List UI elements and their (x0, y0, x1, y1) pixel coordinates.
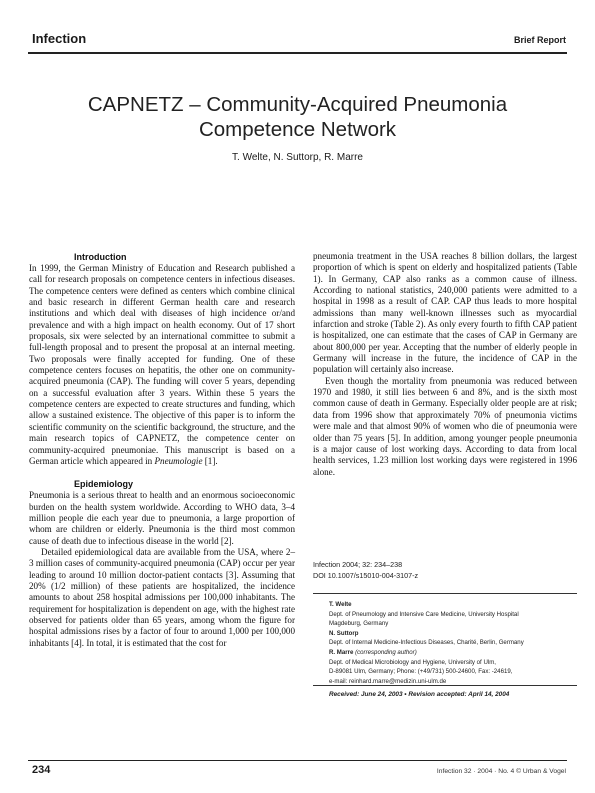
introduction-citation: [1]. (202, 455, 218, 466)
footer-rule (28, 760, 567, 761)
citation-block (313, 559, 418, 581)
journal-footer: Infection 32 · 2004 · No. 4 © Urban & Vogel (436, 768, 566, 775)
journal-reference: Pneumologie (154, 455, 203, 466)
affiliation-name: N. Suttorp (329, 629, 359, 637)
affiliation-name: T. Welte (329, 601, 352, 608)
affiliation-author-line (329, 648, 579, 658)
article-type-label: Brief Report (513, 35, 566, 45)
epidemiology-heading: Epidemiology (74, 479, 134, 490)
epidemiology-paragraph-3: pneumonia treatment in the USA reaches 8 billion dollars, the largest proportion of which is spent on elderly and hospitalized patients (Table 1). In Germany, CAP also ranks as a common cause of illness. According to national statistics, 240,000 patients were admitted to a hospital in 1998 as a result of CAP. CAP thus leads to more hospital admissions than many well-known illnesses such as myocardial infarction and stroke (Table 2). As only every fourth to fifth CAP patient is hospitalized, one can estimate that the cases of CAP in Germany are about 800,000 per year. Accepting that the number of elderly people in Germany will increase in the future, the incidence of CAP in the population will certainly also increase. (313, 251, 577, 375)
received-dates: Received: June 24, 2003 • Revision accepted: April 14, 2004 (329, 691, 510, 698)
affiliation-name: R. Marre (329, 648, 354, 656)
epidemiology-paragraph-1: Pneumonia is a serious threat to health and an enormous socioeconomic burden on the health system worldwide. According to WHO data, 3–4 million people die each year due to pneumonia, a large proportion of whom are children or elderly. Pneumonia is the third most common cause of death due to infectious disease in the world [2]. (29, 490, 295, 546)
introduction-text: In 1999, the German Ministry of Education and Research published a call for research proposals on competence centers in infectious diseases. The competence centers were defined as centers which combine clinical and basic research in different German health care and research institutions and which deal with diseases of high incidence or/and prevalence and with a high impact on health economy. Out of 17 short proposals, six were selected by an international committee to submit a full-length proposal and to present the proposal at an internal meeting. Two proposals were finally accepted for funding. One of these competence centers focuses on hepatitis, the other one on community-acquired pneumonia (CAP). The funding will cover 5 years, depending on a successful evaluation after 3 years. Within these 5 years the competence centers are expected to create structures and funding, which allow a sustained existence. The objective of this paper is to inform the scientific community on the scientific background, the structure, and the main research topics of CAPNETZ, the competence center on community-acquired pneumoniae. This manuscript is based on a German article which appeared in (29, 263, 295, 466)
doi-text: DOI 10.1007/s15010-004-3107-z (313, 571, 419, 580)
affiliations-block (329, 600, 579, 686)
journal-citation: Infection 2004; 32: 234–238 (313, 560, 403, 569)
page-number: 234 (32, 764, 51, 776)
affiliation-top-rule (313, 593, 577, 594)
affiliation-line: Dept. of Internal Medicine-Infectious Diseases, Charité, Berlin, Germany (329, 639, 524, 647)
affiliation-line: Dept. of Medical Microbiology and Hygiene, University of Ulm, (329, 658, 496, 666)
epidemiology-paragraph-4: Even though the mortality from pneumonia was reduced between 1970 and 1980, it still lies between 6 and 8%, and is the sixth most common cause of death in Germany. Especially older people are at risk; data from 1996 show that approximately 70% of pneumonia victims were male and that almost 90% of women who die of pneumonia were older than 75 years [5]. In addition, among younger people pneumonia is a major cause of lost working days. According to data from local health services, 1.23 million lost working days were registered in 1996 alone. (313, 375, 577, 477)
header-rule (28, 52, 567, 54)
introduction-heading: Introduction (74, 252, 127, 262)
right-column (313, 251, 577, 478)
affiliation-line: Dept. of Pneumology and Intensive Care Medicine, University Hospital (329, 610, 519, 618)
article-title: CAPNETZ – Community-Acquired Pneumonia Competence Network (87, 93, 508, 141)
affiliation-bottom-rule (313, 685, 577, 686)
affiliation-line: D-89081 Ulm, Germany; Phone: (+49/731) 500-24600, Fax: -24619, (329, 668, 513, 676)
author-list: T. Welte, N. Suttorp, R. Marre (232, 152, 363, 163)
affiliation-line: Magdeburg, Germany (329, 620, 389, 628)
introduction-paragraph (29, 263, 295, 467)
corresponding-author-note: (corresponding author) (355, 648, 417, 656)
left-column (29, 251, 295, 649)
section-label: Infection (32, 31, 87, 46)
epidemiology-paragraph-2: Detailed epidemiological data are available from the USA, where 2–3 million cases of community-acquired pneumonia (CAP) occur per year leading to around 10 million doctor-patient contacts [3]. Assuming that 20% (1/2 million) of these patients are hospitalized, the incidence amounts to about 258 hospital admissions per 100,000 inhabitants. The requirement for hospitalization is dependent on age, with the highest rate observed for patients older than 65 years, among whom the figure for hospital admissions rises by a factor of four to around 1,000 per 100,000 inhabitants [4]. In total, it is estimated that the cost for (29, 546, 295, 648)
affiliation-email: e-mail: reinhard.marre@medizin.uni-ulm.de (329, 677, 447, 685)
